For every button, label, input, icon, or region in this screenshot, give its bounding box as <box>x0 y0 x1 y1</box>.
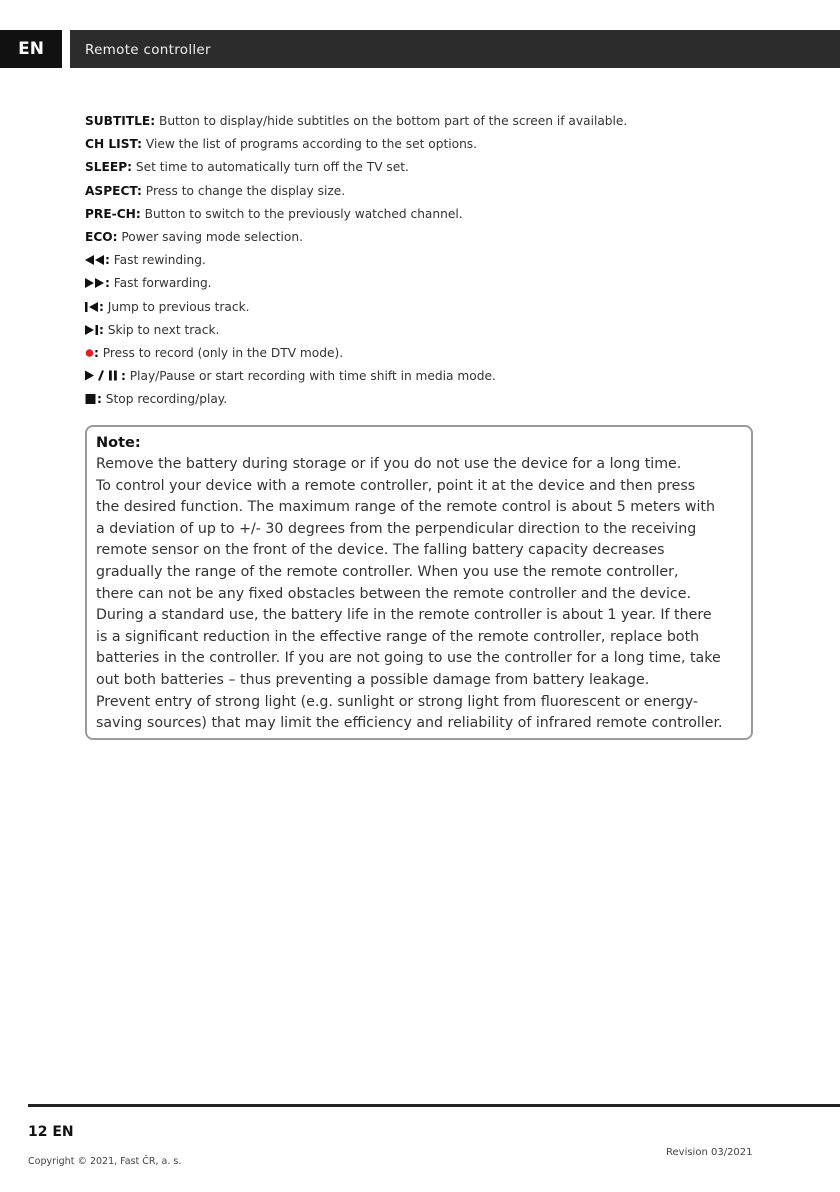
list-item <box>85 249 785 272</box>
note-line: remote sensor on the front of the device. The falling battery capacity decreases <box>96 542 665 559</box>
note-line: batteries in the controller. If you are not going to use the controller for a long time, take <box>96 650 721 667</box>
item-text: Jump to previous track. <box>103 299 250 314</box>
list-item <box>85 296 785 319</box>
list-item <box>85 342 785 365</box>
list-item <box>85 365 785 388</box>
item-key: SUBTITLE: <box>85 114 156 128</box>
list-item <box>85 133 785 156</box>
fast-forward-icon <box>85 272 105 295</box>
list-item <box>85 156 785 179</box>
item-text: Power saving mode selection. <box>117 229 303 244</box>
item-text: View the list of programs according to the set options. <box>142 137 478 152</box>
item-key: : <box>97 392 102 407</box>
item-text: Skip to next track. <box>103 322 220 337</box>
note-line: Prevent entry of strong light (e.g. sunlight or strong light from fluorescent or energy- <box>96 693 699 710</box>
item-text: Play/Pause or start recording with time shift in media mode. <box>125 369 496 384</box>
section-title: Remote controller <box>85 42 211 58</box>
note-line: To control your device with a remote controller, point it at the device and then press <box>96 477 696 494</box>
item-text: Press to record (only in the DTV mode). <box>98 345 344 360</box>
stop-icon <box>85 388 97 411</box>
item-key: ASPECT: <box>85 183 142 198</box>
item-key: ECO: <box>85 229 118 244</box>
item-key: : <box>121 369 126 384</box>
note-heading: Note: <box>96 435 141 451</box>
revision-text: Revision 03/2021 <box>666 1147 753 1158</box>
previous-track-icon <box>85 296 99 319</box>
next-track-icon <box>85 319 99 342</box>
play-pause-icon <box>85 365 121 388</box>
record-icon <box>85 342 94 365</box>
list-item <box>85 226 785 249</box>
note-line: Remove the battery during storage or if you do not use the device for a long time. <box>96 456 682 472</box>
language-tab: EN <box>0 30 70 68</box>
item-key: SLEEP: <box>85 160 133 175</box>
note-line: a deviation of up to +/- 30 degrees from the perpendicular direction to the receiving <box>96 520 697 537</box>
item-text: Press to change the display size. <box>141 183 346 198</box>
fast-rewind-icon <box>85 249 105 272</box>
item-key: : <box>105 253 110 268</box>
item-text: Fast forwarding. <box>109 276 212 291</box>
list-item <box>85 180 785 203</box>
list-item <box>85 319 785 342</box>
note-line: saving sources) that may limit the efficiency and reliability of infrared remote controller. <box>96 715 723 732</box>
item-text: Button to switch to the previously watched channel. <box>140 206 463 221</box>
note-line: During a standard use, the battery life in the remote controller is about 1 year. If there <box>96 607 712 624</box>
note-line: there can not be any fixed obstacles between the remote controller and the device. <box>96 585 691 602</box>
list-item <box>85 110 785 133</box>
item-text: Set time to automatically turn off the TV set. <box>132 160 409 175</box>
item-key: : <box>94 345 99 360</box>
item-key: PRE-CH: <box>85 206 141 221</box>
item-text: Button to display/hide subtitles on the bottom part of the screen if available. <box>155 114 628 128</box>
item-text: Fast rewinding. <box>109 253 206 268</box>
note-line: is a significant reduction in the effective range of the remote controller, replace both <box>96 628 700 645</box>
item-key: : <box>105 276 110 291</box>
footer-rule <box>28 1104 840 1107</box>
list-item <box>85 388 785 411</box>
list-item <box>85 272 785 295</box>
note-line: gradually the range of the remote controller. When you use the remote controller, <box>96 563 679 580</box>
item-text: Stop recording/play. <box>101 392 228 407</box>
list-item <box>85 203 785 226</box>
item-key: : <box>99 322 104 337</box>
page-number: 12 EN <box>28 1124 74 1140</box>
note-line: out both batteries – thus preventing a possible damage from battery leakage. <box>96 671 650 688</box>
item-key: CH LIST: <box>85 137 142 152</box>
copyright-text: Copyright © 2021, Fast ČR, a. s. <box>28 1156 182 1167</box>
item-key: : <box>99 299 104 314</box>
note-box <box>85 425 753 740</box>
button-description-list <box>85 110 785 411</box>
note-line: the desired function. The maximum range of the remote control is about 5 meters with <box>96 499 715 516</box>
